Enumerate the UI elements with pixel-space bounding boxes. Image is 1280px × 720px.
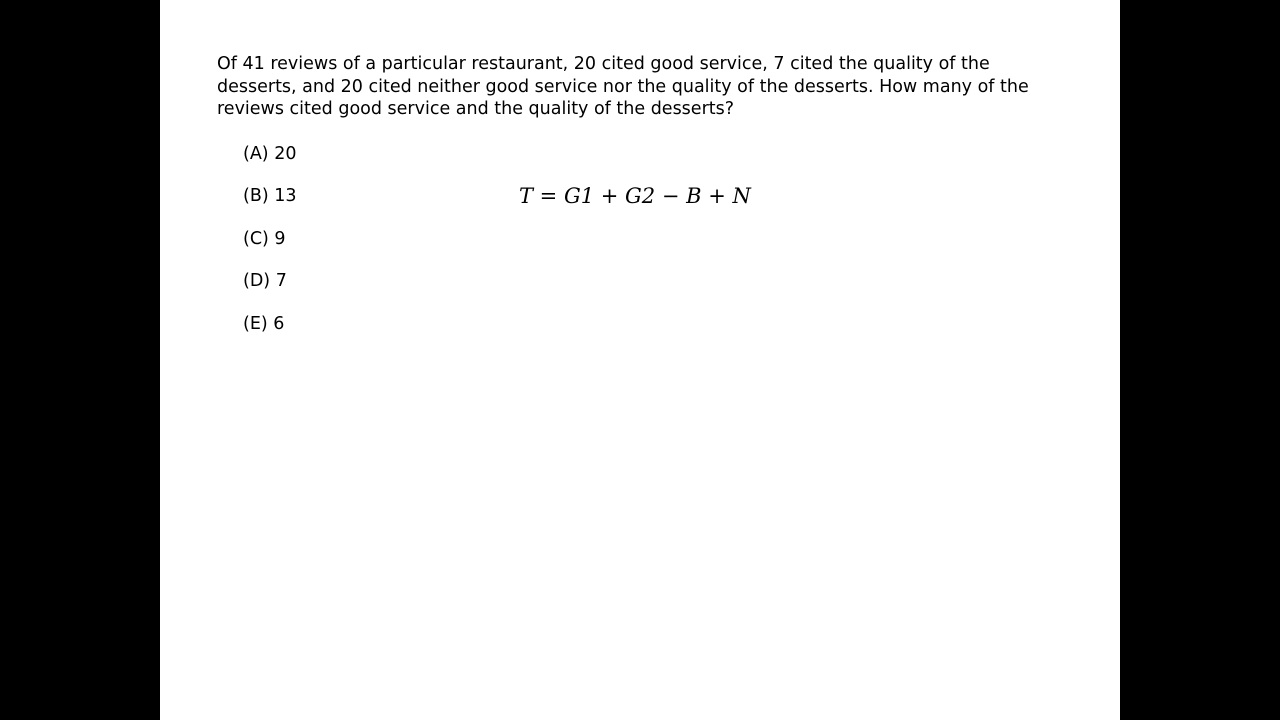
choice-e: (E) 6	[243, 313, 285, 334]
choice-b: (B) 13	[243, 186, 297, 207]
formula-equation: T = G1 + G2 − B + N	[519, 184, 751, 208]
choice-d: (D) 7	[243, 271, 287, 292]
question-text: Of 41 reviews of a particular restaurant, 20 cited good service, 7 cited the quality of the desserts, and 20 cited neither good service nor the quality of the desserts. How many of the reviews cited good service and the quality of the desserts?	[217, 54, 1029, 119]
choice-c: (C) 9	[243, 228, 286, 249]
slide-page	[160, 0, 1120, 720]
answer-choices	[243, 142, 297, 354]
choice-a: (A) 20	[243, 144, 297, 164]
